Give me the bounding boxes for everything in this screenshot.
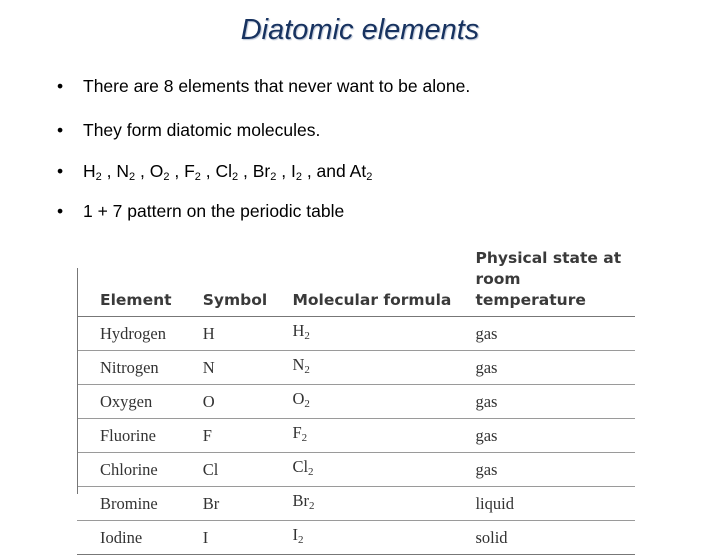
- formula-item: [184, 161, 215, 181]
- cell-symbol: F: [203, 419, 293, 453]
- formula-separator: ,: [169, 161, 185, 181]
- cell-symbol: H: [203, 317, 293, 351]
- formula-subscript: 2: [194, 171, 201, 183]
- cell-symbol: N: [203, 351, 293, 385]
- formula-symbol: Br: [252, 161, 271, 181]
- formula-subscript: 2: [297, 534, 304, 546]
- page-title: Diatomic elements: [240, 14, 480, 46]
- formula-symbol: Br: [292, 491, 309, 510]
- formula-symbol: I: [290, 161, 296, 181]
- formula-symbol: F: [184, 161, 195, 181]
- formula-subscript: 2: [301, 432, 308, 444]
- cell-physical-state: gas: [475, 317, 635, 351]
- formula-subscript: 2: [308, 500, 315, 512]
- cell-symbol: Cl: [203, 453, 293, 487]
- bullet-item: [57, 161, 372, 183]
- diatomic-table-container: [77, 248, 635, 555]
- formula-separator: ,: [276, 161, 291, 181]
- formula-symbol: O: [149, 161, 164, 181]
- formula-subscript: 2: [304, 398, 310, 410]
- table-left-rule: [77, 268, 78, 494]
- formula-separator: ,: [200, 161, 216, 181]
- bullet-item: [57, 120, 320, 141]
- table-row: [77, 487, 635, 521]
- formula-subscript: 2: [304, 330, 310, 342]
- bullet-dot: •: [57, 76, 64, 96]
- header-formula: Molecular formula: [292, 248, 475, 317]
- formula-subscript: 2: [270, 171, 277, 183]
- cell-physical-state: gas: [475, 419, 635, 453]
- formula-separator: ,: [238, 161, 253, 181]
- table-row: [77, 351, 635, 385]
- formula-list: [83, 161, 372, 181]
- formula-symbol: H: [292, 321, 305, 340]
- bullet-dot: •: [57, 120, 64, 140]
- cell-formula: [292, 487, 475, 521]
- cell-element: Iodine: [77, 521, 203, 555]
- cell-physical-state: gas: [475, 385, 635, 419]
- formula-separator: ,: [101, 161, 117, 181]
- cell-element: Hydrogen: [77, 317, 203, 351]
- diatomic-table: [77, 248, 635, 555]
- cell-element: Chlorine: [77, 453, 203, 487]
- formula-item: [350, 161, 373, 181]
- formula-subscript: 2: [366, 171, 373, 183]
- bullet-dot: •: [57, 201, 64, 221]
- table-row: [77, 419, 635, 453]
- header-physical-state: [475, 248, 635, 317]
- table-row: [77, 453, 635, 487]
- formula-subscript: 2: [232, 171, 239, 183]
- formula-subscript: 2: [304, 364, 310, 376]
- cell-element: Nitrogen: [77, 351, 203, 385]
- bullet-text: 1 + 7 pattern on the periodic table: [83, 201, 345, 221]
- bullet-dot: •: [57, 161, 64, 181]
- bullet-text: They form diatomic molecules.: [83, 120, 321, 140]
- formula-separator: , and: [301, 161, 350, 181]
- formula-symbol: N: [292, 355, 305, 374]
- formula-item: [150, 161, 184, 181]
- table-header-row: [77, 248, 635, 317]
- formula-symbol: F: [292, 423, 302, 442]
- cell-physical-state: gas: [475, 351, 635, 385]
- cell-physical-state: solid: [475, 521, 635, 555]
- cell-formula: [292, 317, 475, 351]
- header-physical-state-text: Physical state at room temperature: [475, 249, 622, 309]
- formula-subscript: 2: [308, 466, 314, 478]
- cell-formula: [292, 453, 475, 487]
- cell-physical-state: gas: [475, 453, 635, 487]
- cell-symbol: O: [203, 385, 293, 419]
- formula-symbol: Cl: [215, 161, 233, 181]
- cell-formula: [292, 419, 475, 453]
- formula-item: [116, 161, 149, 181]
- formula-item: [291, 161, 350, 181]
- formula-symbol: Cl: [292, 457, 309, 476]
- cell-formula: [292, 521, 475, 555]
- header-element: Element: [77, 248, 203, 317]
- bullet-item: [57, 76, 470, 97]
- formula-subscript: 2: [95, 171, 102, 183]
- formula-item: [83, 161, 116, 181]
- table-row: [77, 385, 635, 419]
- cell-element: Bromine: [77, 487, 203, 521]
- formula-item: [253, 161, 291, 181]
- cell-element: Oxygen: [77, 385, 203, 419]
- formula-subscript: 2: [129, 171, 136, 183]
- table-row: [77, 521, 635, 555]
- formula-subscript: 2: [295, 171, 302, 183]
- bullet-text: There are 8 elements that never want to be alone.: [83, 76, 471, 96]
- cell-formula: [292, 351, 475, 385]
- header-symbol: Symbol: [203, 248, 293, 317]
- cell-element: Fluorine: [77, 419, 203, 453]
- cell-symbol: I: [203, 521, 293, 555]
- table-row: [77, 317, 635, 351]
- formula-item: [215, 161, 252, 181]
- formula-symbol: N: [116, 161, 129, 181]
- formula-symbol: O: [292, 389, 305, 408]
- formula-symbol: I: [292, 525, 298, 544]
- cell-formula: [292, 385, 475, 419]
- cell-physical-state: liquid: [475, 487, 635, 521]
- cell-symbol: Br: [203, 487, 293, 521]
- bullet-item: [57, 201, 344, 222]
- formula-subscript: 2: [163, 171, 170, 183]
- formula-symbol: At: [349, 161, 367, 181]
- formula-separator: ,: [135, 161, 150, 181]
- formula-symbol: H: [83, 161, 96, 181]
